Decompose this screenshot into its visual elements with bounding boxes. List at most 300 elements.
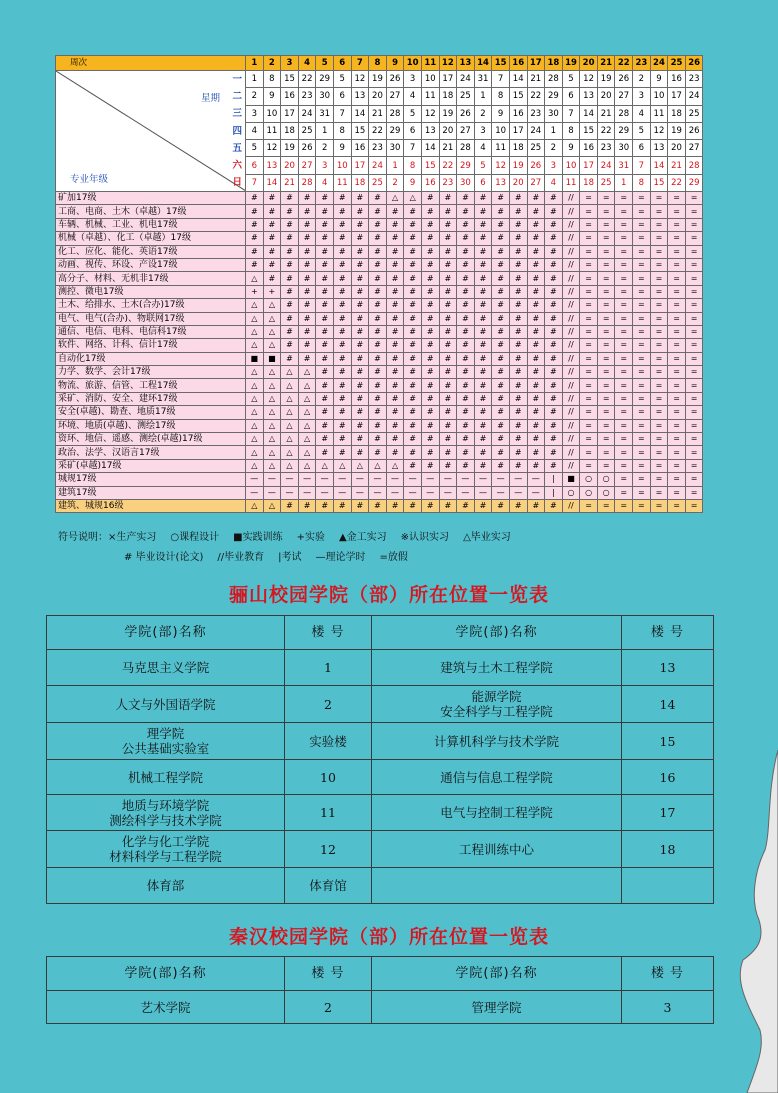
schedule-cell: # [421,433,439,446]
schedule-cell: = [668,205,686,218]
schedule-cell: — [439,473,457,486]
schedule-cell: = [650,406,668,419]
major-name: 环境、地质(卓越)、测绘17级 [56,419,246,432]
schedule-cell: # [457,392,475,405]
schedule-cell: # [545,192,563,205]
schedule-cell: # [298,245,316,258]
calendar-date: 27 [298,157,316,174]
schedule-cell: = [668,218,686,231]
schedule-cell: = [580,433,598,446]
calendar-date: 17 [351,157,369,174]
schedule-cell: # [281,205,299,218]
calendar-date: 16 [580,140,598,157]
schedule-cell: # [246,192,264,205]
schedule-cell: # [351,392,369,405]
table-row [47,686,714,723]
calendar-date: 28 [685,157,703,174]
schedule-cell: # [351,258,369,271]
schedule-cell: = [597,312,615,325]
calendar-date: 6 [246,157,264,174]
schedule-cell: # [439,285,457,298]
major-name: 电气、电气(合办)、物联网17级 [56,312,246,325]
schedule-cell: = [668,499,686,512]
calendar-date: 17 [281,105,299,122]
major-row [56,205,703,218]
schedule-cell: = [685,433,703,446]
schedule-cell: // [562,232,580,245]
schedule-cell: # [492,192,510,205]
calendar-date: 1 [386,157,404,174]
schedule-cell: = [668,379,686,392]
schedule-cell: = [650,419,668,432]
schedule-cell: = [668,312,686,325]
schedule-cell: # [439,366,457,379]
schedule-cell: # [509,312,527,325]
schedule-cell: # [421,245,439,258]
schedule-cell: = [685,232,703,245]
schedule-cell: △ [404,192,422,205]
calendar-date: 18 [580,174,598,191]
schedule-cell: # [263,192,281,205]
college-name: 体育部 [47,868,285,904]
calendar-date: 5 [562,71,580,88]
building-number: 10 [285,760,372,795]
schedule-cell: = [668,352,686,365]
calendar-date: 13 [580,88,598,105]
college-name: 管理学院 [372,991,622,1024]
schedule-cell: # [386,392,404,405]
schedule-cell: = [650,205,668,218]
legend-item: —理论学时 [315,552,366,563]
schedule-cell: = [633,272,651,285]
schedule-cell: △ [298,433,316,446]
schedule-cell: △ [246,299,264,312]
schedule-cell: # [492,312,510,325]
schedule-cell: # [404,218,422,231]
schedule-cell: # [509,218,527,231]
schedule-cell: # [281,218,299,231]
major-name: 物流、旅游、信管、工程17级 [56,379,246,392]
calendar-date: 16 [421,174,439,191]
schedule-cell: # [386,366,404,379]
schedule-cell: # [298,352,316,365]
schedule-cell: ■ [263,352,281,365]
calendar-date: 26 [615,71,633,88]
calendar-date: 22 [527,88,545,105]
schedule-cell: ○ [597,473,615,486]
schedule-cell: # [298,218,316,231]
schedule-cell: # [351,352,369,365]
schedule-cell: # [492,499,510,512]
schedule-cell: # [474,459,492,472]
calendar-date: 28 [298,174,316,191]
legend-item: +实验 [296,532,325,543]
week-number: 5 [316,56,334,71]
major-name: 矿加17级 [56,192,246,205]
schedule-cell: # [439,446,457,459]
schedule-cell: # [439,205,457,218]
calendar-date: 22 [439,157,457,174]
schedule-cell: # [298,499,316,512]
schedule-cell: # [316,232,334,245]
major-name: 高分子、材料、无机非17级 [56,272,246,285]
schedule-cell: # [439,499,457,512]
schedule-cell: # [404,499,422,512]
college-name: 理学院 公共基础实验室 [47,723,285,760]
schedule-cell: # [298,192,316,205]
calendar-date: 12 [492,157,510,174]
calendar-date: 17 [668,88,686,105]
schedule-cell: # [545,433,563,446]
schedule-cell: # [421,205,439,218]
calendar-date: 12 [650,122,668,139]
schedule-cell: # [298,205,316,218]
schedule-cell: # [404,285,422,298]
schedule-cell: # [316,379,334,392]
schedule-cell: # [404,339,422,352]
qinhan-table [46,956,714,1024]
schedule-cell: # [457,299,475,312]
schedule-cell: # [509,499,527,512]
calendar-date: 24 [597,157,615,174]
major-header-label: 专业年级 [70,174,109,185]
calendar-date: 19 [369,71,387,88]
schedule-cell: △ [263,312,281,325]
schedule-cell: # [263,245,281,258]
calendar-date: 2 [633,71,651,88]
schedule-cell: # [369,272,387,285]
schedule-cell: # [333,406,351,419]
schedule-cell: = [668,459,686,472]
calendar-date: 8 [263,71,281,88]
schedule-cell: // [562,285,580,298]
schedule-cell: # [421,285,439,298]
calendar-date: 14 [580,105,598,122]
calendar-date: 18 [668,105,686,122]
schedule-cell: # [333,218,351,231]
schedule-cell: # [351,218,369,231]
schedule-cell: # [457,459,475,472]
college-name [372,868,622,904]
schedule-cell: # [316,272,334,285]
schedule-cell: = [580,258,598,271]
schedule-cell: # [509,299,527,312]
schedule-cell: # [369,352,387,365]
schedule-cell: # [439,352,457,365]
schedule-cell: # [421,192,439,205]
schedule-cell: # [404,352,422,365]
schedule-cell: = [685,473,703,486]
calendar-date: 5 [474,157,492,174]
schedule-cell: = [633,339,651,352]
schedule-cell: = [597,205,615,218]
schedule-cell: # [421,352,439,365]
schedule-cell: △ [386,459,404,472]
schedule-cell: # [545,366,563,379]
schedule-cell: # [527,406,545,419]
schedule-cell: = [633,312,651,325]
schedule-cell: # [404,245,422,258]
week-number: 1 [246,56,264,71]
schedule-cell: # [421,272,439,285]
schedule-cell: # [509,366,527,379]
major-name: 通信、电信、电科、电信科17级 [56,325,246,338]
college-name: 机械工程学院 [47,760,285,795]
schedule-cell: # [404,312,422,325]
schedule-cell: = [580,352,598,365]
calendar-date: 12 [580,71,598,88]
schedule-cell: # [527,446,545,459]
schedule-cell: # [316,406,334,419]
schedule-cell: = [580,406,598,419]
schedule-cell: △ [246,325,264,338]
calendar-date: 22 [668,174,686,191]
calendar-date: 28 [545,71,563,88]
schedule-cell: # [333,366,351,379]
schedule-cell: // [562,299,580,312]
diagonal-header-cell [56,71,246,192]
schedule-cell: = [580,379,598,392]
schedule-cell: # [263,258,281,271]
schedule-cell: △ [263,339,281,352]
schedule-cell: # [439,339,457,352]
schedule-cell: = [668,446,686,459]
schedule-cell: — [333,486,351,499]
calendar-date: 23 [597,140,615,157]
major-row [56,258,703,271]
schedule-cell: # [369,205,387,218]
schedule-cell: — [474,486,492,499]
schedule-cell: = [580,232,598,245]
schedule-cell: = [685,245,703,258]
schedule-cell: # [492,218,510,231]
major-row [56,339,703,352]
schedule-cell: — [386,473,404,486]
schedule-cell: # [527,339,545,352]
major-row [56,192,703,205]
schedule-cell: — [333,473,351,486]
calendar-date: 24 [685,88,703,105]
schedule-cell: # [351,232,369,245]
schedule-cell: = [615,352,633,365]
schedule-cell: // [562,339,580,352]
schedule-cell: # [369,258,387,271]
schedule-cell: # [527,325,545,338]
schedule-cell: # [298,272,316,285]
schedule-cell: — [527,473,545,486]
schedule-cell: = [650,232,668,245]
schedule-cell: = [685,339,703,352]
schedule-cell: = [633,473,651,486]
schedule-cell: # [545,245,563,258]
major-name: 自动化17级 [56,352,246,365]
schedule-cell: ○ [580,473,598,486]
schedule-cell: # [492,392,510,405]
schedule-cell: △ [246,446,264,459]
calendar-date: 19 [439,105,457,122]
schedule-cell: # [492,285,510,298]
calendar-date: 7 [404,140,422,157]
schedule-cell: △ [298,446,316,459]
schedule-cell: # [369,232,387,245]
calendar-date: 22 [369,122,387,139]
schedule-cell: # [404,379,422,392]
schedule-cell: = [668,299,686,312]
schedule-cell: # [439,379,457,392]
calendar-date: 15 [509,88,527,105]
schedule-cell: # [492,272,510,285]
schedule-cell: = [633,459,651,472]
column-header: 学院(部)名称 [372,957,622,991]
schedule-cell: # [404,272,422,285]
schedule-cell: # [492,433,510,446]
schedule-cell: = [597,232,615,245]
schedule-cell: # [545,446,563,459]
major-row [56,299,703,312]
calendar-date: 16 [668,71,686,88]
schedule-cell: # [439,392,457,405]
schedule-cell: # [527,379,545,392]
college-name: 工程训练中心 [372,831,622,868]
schedule-cell: # [386,285,404,298]
schedule-cell: = [668,473,686,486]
calendar-date: 3 [246,105,264,122]
week-number: 17 [527,56,545,71]
schedule-cell: = [650,379,668,392]
schedule-cell: # [457,232,475,245]
building-number: 17 [622,795,714,831]
column-header: 楼 号 [622,616,714,650]
schedule-cell: # [386,406,404,419]
schedule-cell: # [351,325,369,338]
calendar-date: 29 [316,71,334,88]
schedule-cell: # [298,312,316,325]
schedule-cell: # [509,446,527,459]
schedule-cell: = [615,379,633,392]
calendar-date: 16 [509,105,527,122]
calendar-date: 7 [562,105,580,122]
schedule-cell: # [404,446,422,459]
calendar-date: 29 [457,157,475,174]
calendar-date: 15 [650,174,668,191]
week-number: 21 [597,56,615,71]
major-name: 机械（卓越）、化工（卓越）17级 [56,232,246,245]
schedule-cell: = [615,459,633,472]
schedule-cell: // [562,459,580,472]
schedule-cell: # [333,232,351,245]
schedule-cell: = [650,433,668,446]
calendar-date: 5 [246,140,264,157]
week-number: 10 [404,56,422,71]
schedule-cell: # [386,499,404,512]
calendar-date: 21 [369,105,387,122]
calendar-date: 2 [474,105,492,122]
schedule-cell: # [333,499,351,512]
schedule-cell: = [597,258,615,271]
schedule-cell: # [439,419,457,432]
schedule-cell: — [298,486,316,499]
schedule-cell: // [562,379,580,392]
schedule-cell: // [562,325,580,338]
schedule-cell: # [527,299,545,312]
schedule-cell: = [615,258,633,271]
week-header-row [56,56,703,71]
schedule-cell: = [597,285,615,298]
schedule-cell: # [509,258,527,271]
schedule-cell: = [597,325,615,338]
schedule-cell: # [421,419,439,432]
schedule-cell: △ [246,433,264,446]
schedule-cell: # [404,406,422,419]
schedule-cell: = [668,272,686,285]
schedule-cell: # [246,258,264,271]
schedule-cell: # [545,272,563,285]
calendar-date: 25 [457,88,475,105]
schedule-cell: # [492,366,510,379]
building-number: 实验楼 [285,723,372,760]
schedule-cell: = [685,406,703,419]
major-name: 化工、应化、能化、英语17级 [56,245,246,258]
schedule-cell: = [633,486,651,499]
calendar-date: 11 [492,140,510,157]
schedule-cell: = [580,312,598,325]
calendar-date: 7 [246,174,264,191]
schedule-cell: // [562,406,580,419]
schedule-cell: # [527,499,545,512]
schedule-cell: = [615,339,633,352]
week-number: 20 [580,56,598,71]
schedule-cell: = [668,192,686,205]
schedule-cell: # [457,205,475,218]
calendar-date: 7 [633,157,651,174]
calendar-date: 10 [333,157,351,174]
schedule-cell: — [263,473,281,486]
schedule-cell: // [562,272,580,285]
schedule-cell: # [246,245,264,258]
schedule-cell: # [509,392,527,405]
schedule-cell: △ [263,433,281,446]
schedule-cell: # [369,366,387,379]
schedule-cell: △ [263,499,281,512]
schedule-cell: # [457,258,475,271]
calendar-date: 19 [509,157,527,174]
schedule-cell: # [333,272,351,285]
schedule-cell: # [457,339,475,352]
week-number: 2 [263,56,281,71]
schedule-cell: # [457,192,475,205]
schedule-cell: — [316,486,334,499]
week-number: 25 [668,56,686,71]
schedule-cell: # [316,392,334,405]
schedule-cell: △ [281,459,299,472]
schedule-cell: = [650,339,668,352]
legend-item: ■实践训练 [233,532,283,543]
schedule-cell: = [580,272,598,285]
calendar-date: 8 [562,122,580,139]
schedule-cell: △ [298,459,316,472]
major-row [56,379,703,392]
schedule-cell: # [421,232,439,245]
schedule-cell: + [246,285,264,298]
schedule-cell: △ [281,406,299,419]
schedule-cell: // [562,312,580,325]
schedule-cell: ■ [562,473,580,486]
schedule-cell: # [439,192,457,205]
schedule-cell: = [668,419,686,432]
schedule-cell: — [509,473,527,486]
calendar-date: 29 [685,174,703,191]
schedule-cell: # [281,339,299,352]
